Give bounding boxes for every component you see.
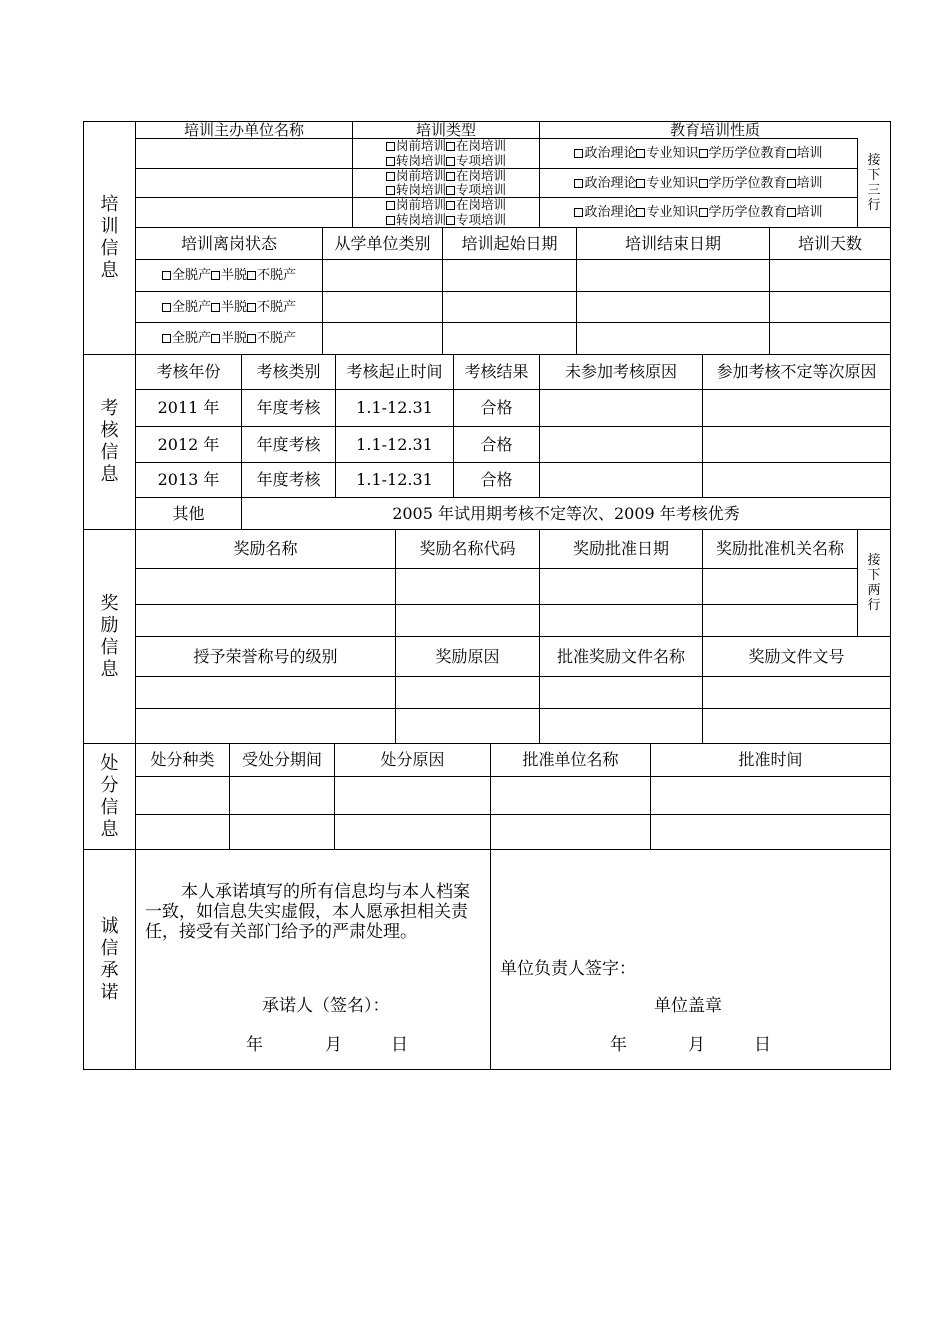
vertical-char: 诺 <box>100 981 119 1003</box>
assessment-section-title <box>84 355 135 529</box>
option-label: 在岗培训 <box>456 197 507 212</box>
assessment-category-cell: 年度考核 <box>256 470 321 489</box>
option-label: 学历学位教育 <box>708 146 787 161</box>
checkbox[interactable] <box>162 334 171 343</box>
vertical-char: 息 <box>100 260 119 281</box>
pledge-section-title <box>84 850 135 1069</box>
option-label: 转岗培训 <box>395 182 446 197</box>
pledge-signer-label: 承诺人（签名）： <box>262 996 390 1016</box>
option-label: 专业知识 <box>646 175 699 191</box>
vertical-char: 培 <box>100 194 119 215</box>
option-label: 专项培训 <box>456 211 507 227</box>
option-label: 培训 <box>796 205 823 220</box>
vertical-char: 分 <box>100 774 119 796</box>
assessment-period-header: 考核起止时间 <box>346 362 443 381</box>
checkbox[interactable] <box>386 172 395 181</box>
border-line <box>135 604 857 605</box>
pledge-month-label: 月 <box>325 1035 342 1055</box>
reward-name-header: 奖励名称 <box>233 539 298 558</box>
pledge-year-label: 年 <box>246 1035 263 1055</box>
punishment-time-header: 批准时间 <box>738 750 803 769</box>
training-status-options <box>136 292 322 322</box>
reward-level-header: 授予荣誉称号的级别 <box>193 646 338 666</box>
option-label: 在岗培训 <box>456 167 507 183</box>
checkbox[interactable] <box>247 303 256 312</box>
checkbox[interactable] <box>386 216 395 225</box>
border-line <box>83 1069 891 1070</box>
pledge-day-label: 日 <box>391 1035 408 1055</box>
reward-section-title <box>84 530 135 743</box>
option-label: 学历学位教育 <box>708 175 787 191</box>
assessment-not-reason-header: 未参加考核原因 <box>564 362 677 381</box>
vertical-char: 两 <box>867 583 881 598</box>
training-nature-header: 教育培训性质 <box>669 120 760 139</box>
assessment-other-value: 2005 年试用期考核不定等次、2009 年考核优秀 <box>392 503 740 523</box>
checkbox[interactable] <box>699 179 708 188</box>
assessment-other-label: 其他 <box>172 503 205 523</box>
reward-reason-header: 奖励原因 <box>435 646 500 666</box>
checkbox[interactable] <box>211 303 220 312</box>
option-label: 专业知识 <box>646 205 699 220</box>
punishment-reason-header: 处分原因 <box>380 750 445 769</box>
checkbox[interactable] <box>386 186 395 195</box>
training-nature-options <box>540 169 857 197</box>
training-days-header: 培训天数 <box>797 233 862 253</box>
assessment-result-cell: 合格 <box>480 470 513 489</box>
reward-org-header: 奖励批准机关名称 <box>715 539 844 558</box>
option-label: 岗前培训 <box>395 167 446 183</box>
assessment-year-cell: 2011 年 <box>157 398 220 417</box>
training-status-options <box>136 323 322 354</box>
option-label: 半脱 <box>220 331 247 346</box>
border-line <box>490 849 491 1069</box>
unit-year-label: 年 <box>610 1035 627 1055</box>
border-line <box>135 676 890 677</box>
option-label: 专业知识 <box>646 146 699 161</box>
checkbox[interactable] <box>636 179 645 188</box>
vertical-char: 励 <box>100 614 119 636</box>
checkbox[interactable] <box>787 179 796 188</box>
assessment-category-cell: 年度考核 <box>256 398 321 417</box>
punishment-type-header: 处分种类 <box>150 750 215 769</box>
checkbox[interactable] <box>386 142 395 151</box>
pledge-text: 本人承诺填写的所有信息均与本人档案一致，如信息失实虚假，本人愿承担相关责任，接受有关部门给予的严肃处理。 <box>145 882 470 942</box>
checkbox[interactable] <box>247 271 256 280</box>
checkbox[interactable] <box>787 208 796 217</box>
checkbox[interactable] <box>574 179 583 188</box>
vertical-char: 诚 <box>100 915 119 937</box>
vertical-char: 三 <box>867 183 881 198</box>
checkbox[interactable] <box>787 149 796 158</box>
reward-code-header: 奖励名称代码 <box>419 539 516 558</box>
vertical-char: 下 <box>867 168 881 183</box>
training-status-options <box>136 260 322 291</box>
training-start-header: 培训起始日期 <box>461 233 558 253</box>
vertical-char: 训 <box>100 216 119 237</box>
unit-seal-label: 单位盖章 <box>654 996 722 1016</box>
vertical-char: 信 <box>100 796 119 818</box>
option-label: 不脱产 <box>257 331 297 346</box>
option-label: 政治理论 <box>584 205 637 220</box>
reward-side-note <box>858 530 890 636</box>
checkbox[interactable] <box>211 334 220 343</box>
option-label: 培训 <box>796 146 823 161</box>
vertical-char: 息 <box>100 658 119 680</box>
assessment-category-header: 考核类别 <box>256 362 321 381</box>
training-nature-options <box>540 139 857 168</box>
punishment-period-header: 受处分期间 <box>241 750 322 769</box>
training-end-header: 培训结束日期 <box>624 233 721 253</box>
vertical-char: 下 <box>867 568 881 583</box>
option-label: 政治理论 <box>584 146 637 161</box>
option-label: 转岗培训 <box>395 211 446 227</box>
option-label: 半脱 <box>220 299 247 315</box>
checkbox[interactable] <box>247 334 256 343</box>
training-nature-options <box>540 198 857 227</box>
border-line <box>135 708 890 709</box>
checkbox[interactable] <box>574 208 583 217</box>
training-status-header: 培训离岗状态 <box>180 233 277 253</box>
training-side-note <box>858 139 890 227</box>
checkbox[interactable] <box>574 149 583 158</box>
assessment-period-cell: 1.1-12.31 <box>356 398 433 417</box>
checkbox[interactable] <box>699 149 708 158</box>
assessment-result-header: 考核结果 <box>464 362 529 381</box>
border-line <box>83 849 891 850</box>
border-line <box>135 814 890 815</box>
vertical-char: 奖 <box>100 592 119 614</box>
checkbox[interactable] <box>636 149 645 158</box>
vertical-char: 接 <box>867 553 881 568</box>
option-label: 学历学位教育 <box>708 205 787 220</box>
option-label: 全脱产 <box>171 268 211 283</box>
vertical-char: 考 <box>100 398 119 419</box>
checkbox[interactable] <box>446 142 455 151</box>
reward-date-header: 奖励批准日期 <box>572 539 669 558</box>
vertical-char: 行 <box>867 598 881 613</box>
training-type-options <box>353 139 539 168</box>
vertical-char: 信 <box>100 636 119 658</box>
training-section-title <box>84 122 135 354</box>
checkbox[interactable] <box>386 157 395 166</box>
option-label: 不脱产 <box>257 268 297 283</box>
option-label: 专项培训 <box>456 152 507 168</box>
vertical-char: 行 <box>867 198 881 213</box>
option-label: 不脱产 <box>257 299 297 315</box>
checkbox[interactable] <box>211 271 220 280</box>
training-type-header: 培训类型 <box>415 120 476 139</box>
option-label: 政治理论 <box>584 175 637 191</box>
training-type-options <box>353 169 539 197</box>
vertical-char: 核 <box>100 420 119 441</box>
assessment-result-cell: 合格 <box>480 434 513 454</box>
checkbox[interactable] <box>446 157 455 166</box>
checkbox[interactable] <box>446 186 455 195</box>
option-label: 全脱产 <box>171 331 211 346</box>
checkbox[interactable] <box>636 208 645 217</box>
checkbox[interactable] <box>386 201 395 210</box>
reward-doc-no-header: 奖励文件文号 <box>748 646 845 666</box>
option-label: 全脱产 <box>171 299 211 315</box>
border-line <box>135 776 890 777</box>
unit-sign-label: 单位负责人签字： <box>500 959 636 979</box>
assessment-period-cell: 1.1-12.31 <box>356 470 433 489</box>
punishment-org-header: 批准单位名称 <box>522 750 619 769</box>
checkbox[interactable] <box>162 271 171 280</box>
option-label: 岗前培训 <box>395 138 446 153</box>
reward-doc-name-header: 批准奖励文件名称 <box>556 646 685 666</box>
checkbox[interactable] <box>699 208 708 217</box>
option-label: 转岗培训 <box>395 152 446 168</box>
vertical-char: 息 <box>100 818 119 840</box>
checkbox[interactable] <box>446 216 455 225</box>
assessment-category-cell: 年度考核 <box>256 434 321 454</box>
vertical-char: 息 <box>100 464 119 485</box>
option-label: 培训 <box>796 175 823 191</box>
vertical-char: 信 <box>100 937 119 959</box>
training-host-header: 培训主办单位名称 <box>183 120 304 139</box>
training-school-type-header: 从学单位类别 <box>334 233 431 253</box>
vertical-char: 承 <box>100 959 119 981</box>
checkbox[interactable] <box>162 303 171 312</box>
unit-month-label: 月 <box>688 1035 705 1055</box>
option-label: 半脱 <box>220 268 247 283</box>
option-label: 岗前培训 <box>395 197 446 212</box>
option-label: 专项培训 <box>456 182 507 197</box>
checkbox[interactable] <box>446 201 455 210</box>
vertical-char: 信 <box>100 442 119 463</box>
border-line <box>135 568 857 569</box>
assessment-year-cell: 2012 年 <box>157 434 220 454</box>
assessment-result-cell: 合格 <box>480 398 513 417</box>
vertical-char: 处 <box>100 752 119 774</box>
checkbox[interactable] <box>446 172 455 181</box>
border-line <box>890 121 891 1070</box>
assessment-year-cell: 2013 年 <box>157 470 220 489</box>
vertical-char: 接 <box>867 153 881 168</box>
unit-day-label: 日 <box>754 1035 771 1055</box>
option-label: 在岗培训 <box>456 138 507 153</box>
assessment-undetermined-reason-header: 参加考核不定等次原因 <box>716 362 877 381</box>
training-type-options <box>353 198 539 227</box>
assessment-year-header: 考核年份 <box>156 362 221 381</box>
assessment-period-cell: 1.1-12.31 <box>356 434 433 454</box>
punishment-section-title <box>84 744 135 849</box>
vertical-char: 信 <box>100 238 119 259</box>
